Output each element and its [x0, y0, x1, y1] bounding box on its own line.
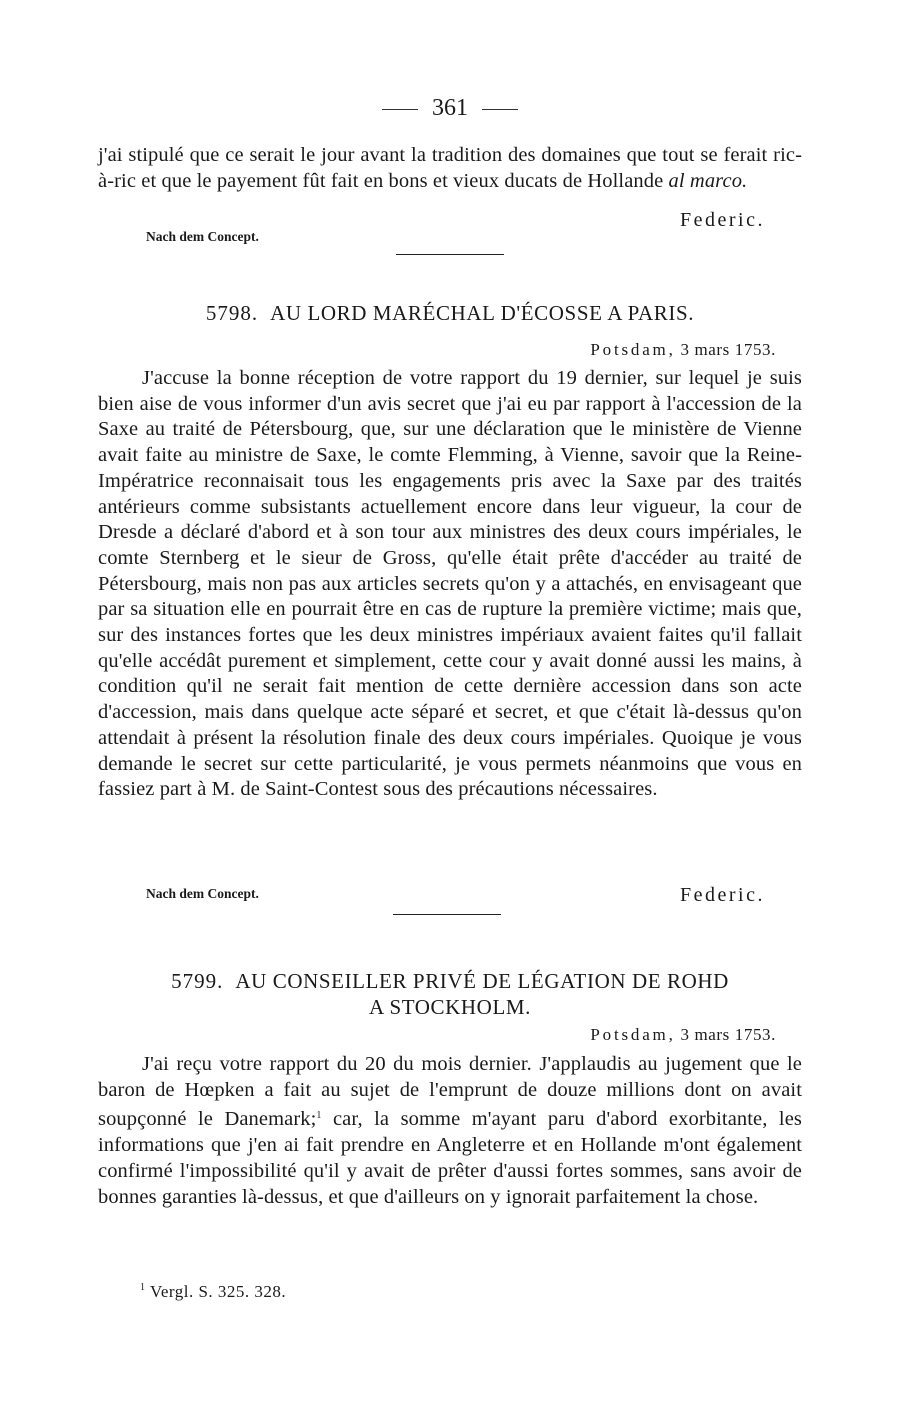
signature: Federic. — [680, 209, 765, 231]
dateline-place: Potsdam, — [590, 1025, 676, 1044]
italic-phrase: al marco. — [668, 169, 748, 192]
page-number: 361 — [432, 95, 468, 121]
dateline-place: Potsdam, — [590, 340, 676, 359]
letter-body-5799 — [98, 1052, 802, 1210]
dateline-5798 — [590, 340, 776, 360]
signature: Federic. — [680, 884, 765, 906]
continued-paragraph — [98, 143, 802, 194]
letter-heading-line2: A STOCKHOLM. — [368, 995, 531, 1019]
dateline-5799 — [590, 1025, 776, 1045]
letter-text-part2: car, la somme m'ayant paru d'abord exorbitante, les informations que j'en ai fait prendre en Angleterre et en Hollande m'ont également confirmé l'impossibilité qu'il y avait de prêter d'aussi fortes sommes, sans avoir de bonnes garanties là-dessus, et que d'ailleurs on y ignorait parfaitement la chose. — [98, 1108, 802, 1208]
header-dash-left — [382, 109, 418, 110]
continued-text — [98, 143, 802, 194]
letter-heading: AU CONSEILLER PRIVÉ DE LÉGATION DE ROHD — [235, 969, 729, 993]
section-divider — [393, 914, 501, 915]
dateline-date: 3 mars 1753. — [680, 1025, 776, 1044]
letter-heading: AU LORD MARÉCHAL D'ÉCOSSE A PARIS. — [270, 301, 695, 325]
dateline-date: 3 mars 1753. — [680, 340, 776, 359]
letter-paragraph: J'accuse la bonne réception de votre rapport du 19 dernier, sur lequel je suis bien aise de vous informer d'un avis secret que j'ai eu par rapport à l'accession de la Saxe au traité de Pétersbourg, que, sur une déclaration que le ministère de Vienne avait faite au ministre de Saxe, le comte Flemming, à Vienne, savoir que la Reine-Impératrice reconnaisait tous les engagements pris avec la Saxe par des traités antérieurs comme subsistants actuellement encore dans leur vigueur, la cour de Dresde a déclaré d'abord et à son tour aux ministres des deux cours impériales, le comte Sternberg et le sieur de Gross, qu'elle était prête d'accéder au traité de Pétersbourg, mais non pas aux articles secrets qu'on y a attachés, en envisageant que par sa situation elle en pourrait être en cas de rupture la première victime; mais que, sur des instances fortes que les deux ministres impériaux avaient faites qu'il fallait qu'elle accédât purement et simplement, cette cour y avait donné aussi les mains, à condition qu'il ne serait fait mention de cette dernière accession dans son acte d'accession, mais dans quelque acte séparé et secret, et que c'était là-dessus qu'on attendait à présent la résolution finale des deux cours impériales. Quoique je vous demande le secret sur cette particularité, je vous permets néanmoins que vous en fassiez part à M. de Saint-Contest sous des précautions nécessaires. — [98, 367, 802, 801]
letter-number: 5799. — [171, 969, 224, 993]
source-note: Nach dem Concept. — [146, 886, 259, 901]
footnote-reference: 1 — [316, 1110, 322, 1122]
footnote — [140, 1282, 286, 1302]
footnote-marker: 1 — [140, 1282, 146, 1293]
page-header — [0, 92, 900, 124]
letter-text-part1: J'ai reçu votre rapport du 20 du mois dernier. J'applaudis au jugement que le baron de Hœpken a fait au sujet de l'emprunt de douze millions dont on avait soupçonné le Danemark; — [98, 1053, 802, 1131]
continued-text-main: j'ai stipulé que ce serait le jour avant la tradition des domaines que tout se ferait ric-à-ric et que le payement fût fait en bons et vieux ducats de Hollande — [98, 144, 802, 192]
section-divider — [396, 254, 504, 255]
footnote-text: Vergl. S. 325. 328. — [149, 1282, 287, 1301]
header-dash-right — [482, 109, 518, 110]
letter-body-5798 — [98, 366, 802, 803]
letter-title-5799 — [100, 968, 800, 1020]
source-note: Nach dem Concept. — [146, 229, 259, 244]
letter-title-5798 — [100, 300, 800, 326]
letter-number: 5798. — [205, 301, 259, 325]
letter-paragraph — [98, 1052, 802, 1210]
letter-heading-line1 — [100, 968, 800, 994]
